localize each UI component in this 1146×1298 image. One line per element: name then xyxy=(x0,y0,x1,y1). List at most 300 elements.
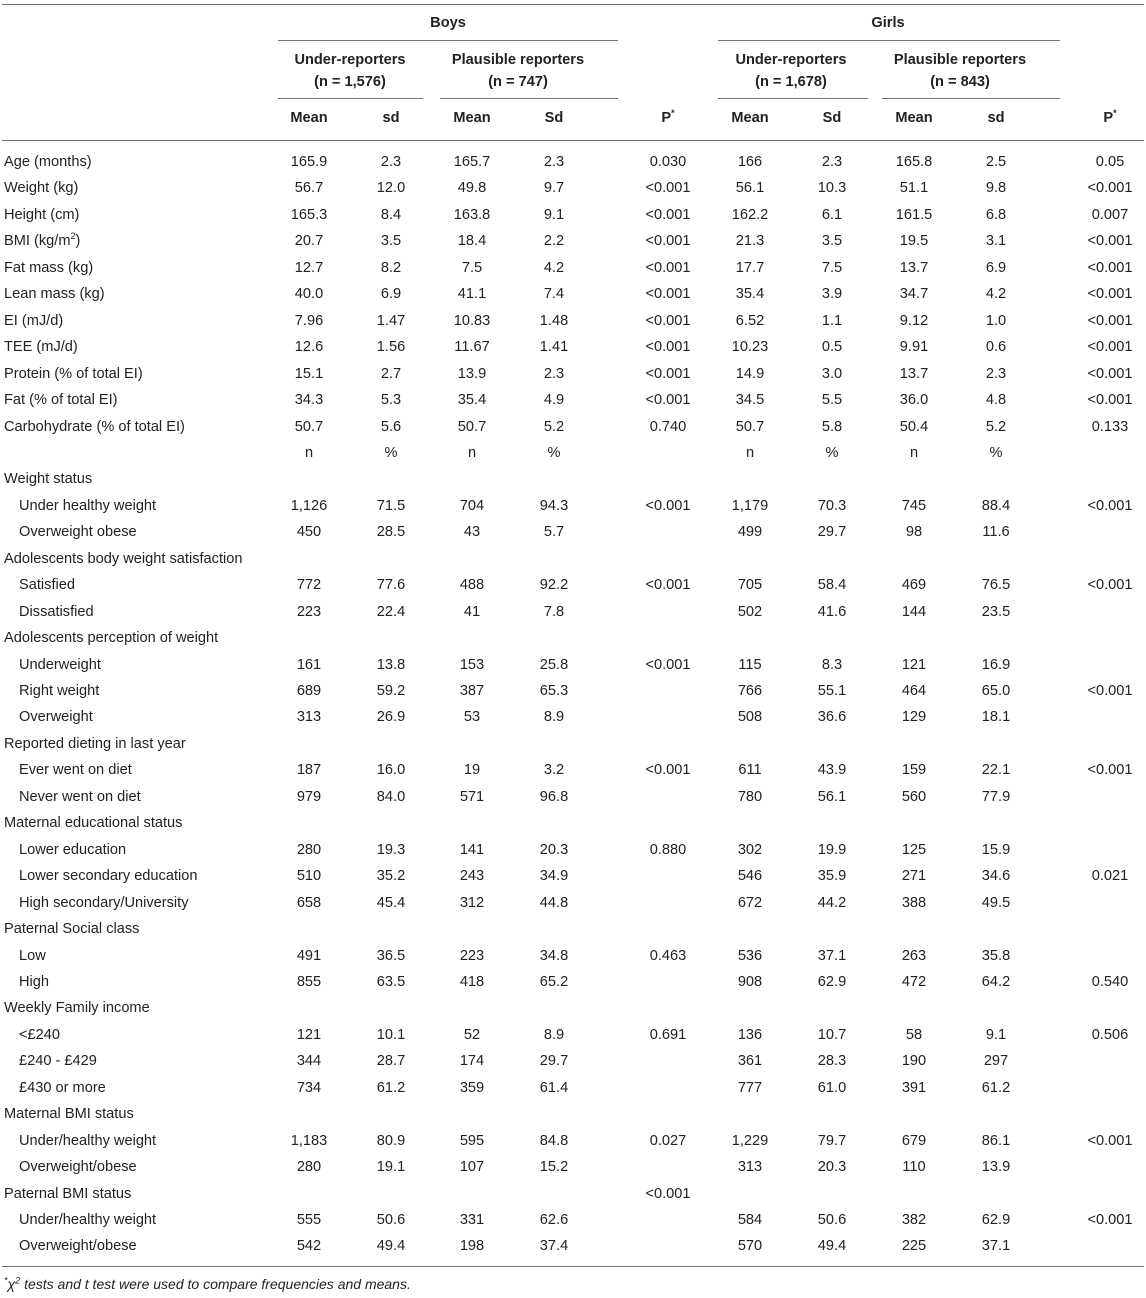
table-cell: 63.5 xyxy=(376,973,406,990)
table-cell: 28.7 xyxy=(376,1053,406,1070)
table-cell xyxy=(1070,625,1146,651)
bottom-rule xyxy=(2,1266,1144,1267)
table-cell: 166 xyxy=(737,154,763,170)
table-cell xyxy=(792,810,872,836)
table-cell xyxy=(514,731,594,757)
table-cell: 584 xyxy=(737,1212,763,1228)
table-cell: 15.1 xyxy=(294,365,324,382)
table-cell: 4.8 xyxy=(985,392,1007,409)
table-cell: 0.6 xyxy=(985,339,1007,356)
table-cell xyxy=(1070,731,1146,757)
table-cell: 312 xyxy=(459,894,485,911)
table-cell: 10.23 xyxy=(731,339,769,356)
row-label: Right weight xyxy=(19,683,100,699)
group-n-boys-plausible: (n = 747) xyxy=(488,74,548,90)
table-cell: <0.001 xyxy=(645,312,691,329)
table-cell xyxy=(514,546,594,572)
table-cell: 772 xyxy=(296,577,322,594)
table-cell: <0.001 xyxy=(1087,1212,1133,1228)
table-cell: 0.540 xyxy=(1091,973,1129,990)
table-cell: 45.4 xyxy=(376,894,406,911)
table-cell: 162.2 xyxy=(731,206,769,223)
table-cell: 13.9 xyxy=(457,365,487,382)
table-cell: 11.6 xyxy=(982,524,1010,541)
table-cell xyxy=(956,1181,1036,1207)
table-cell: 64.2 xyxy=(981,973,1011,990)
table-cell: 855 xyxy=(296,973,322,990)
table-cell: 11.67 xyxy=(454,339,490,356)
row-label: Adolescents body weight satisfaction xyxy=(4,550,243,567)
table-cell xyxy=(628,599,708,625)
table-cell: <0.001 xyxy=(645,206,691,223)
table-cell xyxy=(628,731,708,757)
table-cell xyxy=(1070,440,1146,466)
table-cell xyxy=(1070,1048,1146,1074)
table-cell: 7.5 xyxy=(461,259,483,276)
table-cell: 141 xyxy=(459,841,485,858)
table-cell: 0.880 xyxy=(649,841,687,858)
table-cell: 121 xyxy=(296,1026,322,1043)
table-cell: 165.7 xyxy=(453,154,491,170)
table-cell: <0.001 xyxy=(645,762,691,779)
table-cell: 382 xyxy=(901,1212,927,1228)
table-cell: 9.1 xyxy=(985,1026,1007,1043)
table-cell xyxy=(1070,704,1146,730)
table-cell xyxy=(792,546,872,572)
table-cell: 21.3 xyxy=(735,233,765,250)
table-cell: 2.5 xyxy=(985,154,1007,170)
table-cell: 777 xyxy=(737,1079,763,1096)
table-cell: 165.8 xyxy=(895,154,933,170)
table-cell: 50.7 xyxy=(735,418,765,435)
table-cell xyxy=(269,1181,349,1207)
row-label: Carbohydrate (% of total EI) xyxy=(4,418,185,435)
table-cell: 418 xyxy=(459,973,485,990)
subcol-header-5: Mean xyxy=(731,110,769,126)
table-cell: 488 xyxy=(459,577,485,594)
table-cell: 2.7 xyxy=(380,365,402,382)
table-cell: 16.0 xyxy=(376,762,406,779)
table-cell: 313 xyxy=(296,709,322,726)
table-cell xyxy=(269,916,349,942)
table-cell: 10.7 xyxy=(817,1026,847,1043)
group-rule xyxy=(882,98,1060,99)
table-cell xyxy=(351,916,431,942)
table-cell: n xyxy=(909,444,919,461)
row-label: Adolescents perception of weight xyxy=(4,630,219,647)
table-cell xyxy=(1070,1154,1146,1180)
table-cell: 1.48 xyxy=(539,312,569,329)
table-cell xyxy=(628,546,708,572)
table-cell: 658 xyxy=(296,894,322,911)
table-cell xyxy=(628,704,708,730)
table-cell: 62.9 xyxy=(981,1212,1011,1228)
table-cell: 71.5 xyxy=(376,497,406,514)
table-cell xyxy=(874,995,954,1021)
table-cell: 8.3 xyxy=(821,656,843,673)
row-label: Ever went on diet xyxy=(19,762,132,779)
row-label: Paternal Social class xyxy=(4,921,140,938)
table-cell: <0.001 xyxy=(645,339,691,356)
table-cell: 450 xyxy=(296,524,322,541)
table-cell: 4.2 xyxy=(543,259,565,276)
table-cell xyxy=(956,995,1036,1021)
table-cell: 35.9 xyxy=(817,868,847,885)
table-cell: 50.7 xyxy=(457,418,487,435)
table-cell: 50.6 xyxy=(817,1212,847,1228)
row-label: High xyxy=(19,973,50,990)
table-cell: 34.9 xyxy=(539,868,569,885)
table-cell: 44.8 xyxy=(539,894,569,911)
row-label: Under/healthy weight xyxy=(19,1212,157,1228)
table-cell: <0.001 xyxy=(1087,392,1133,409)
table-cell: 34.6 xyxy=(981,868,1011,885)
table-cell xyxy=(710,1101,790,1127)
table-cell: 7.5 xyxy=(821,259,843,276)
table-cell: 464 xyxy=(901,683,927,699)
group-n-girls-under: (n = 1,678) xyxy=(755,74,827,90)
table-cell xyxy=(628,625,708,651)
table-cell: 35.2 xyxy=(376,868,406,885)
table-cell: 22.1 xyxy=(981,762,1011,779)
table-cell: 225 xyxy=(901,1238,927,1255)
table-cell: 136 xyxy=(737,1026,763,1043)
table-cell: 13.9 xyxy=(981,1159,1011,1176)
table-cell xyxy=(792,625,872,651)
table-cell: <0.001 xyxy=(1087,233,1133,250)
group-name-girls-under: Under-reporters xyxy=(735,52,847,68)
table-cell: 65.2 xyxy=(539,973,569,990)
row-label: Fat (% of total EI) xyxy=(4,392,118,409)
table-cell: 18.1 xyxy=(981,709,1011,726)
row-label: Overweight obese xyxy=(19,524,137,541)
table-cell: 86.1 xyxy=(981,1132,1011,1149)
row-label: Overweight xyxy=(19,709,93,726)
row-label: Under healthy weight xyxy=(19,497,157,514)
table-cell: 129 xyxy=(901,709,927,726)
table-cell: 1.47 xyxy=(376,312,406,329)
table-cell xyxy=(710,1181,790,1207)
table-cell xyxy=(269,731,349,757)
table-cell: % xyxy=(989,444,1003,461)
table-cell xyxy=(1070,1233,1146,1259)
table-cell: 2.3 xyxy=(380,154,402,170)
table-cell xyxy=(874,1181,954,1207)
table-cell: 14.9 xyxy=(735,365,765,382)
table-cell xyxy=(956,916,1036,942)
table-cell: 0.5 xyxy=(821,339,843,356)
table-cell xyxy=(1070,519,1146,545)
table-cell: 546 xyxy=(737,868,763,885)
table-cell xyxy=(628,466,708,492)
table-cell xyxy=(432,731,512,757)
table-cell xyxy=(628,995,708,1021)
table-cell: 20.7 xyxy=(294,233,324,250)
table-cell: 50.4 xyxy=(899,418,929,435)
table-cell xyxy=(514,1181,594,1207)
table-cell: 37.4 xyxy=(539,1238,569,1255)
table-cell: 243 xyxy=(459,868,485,885)
row-label: Weight (kg) xyxy=(4,180,79,197)
table-cell xyxy=(710,625,790,651)
group-rule xyxy=(278,98,423,99)
table-cell: 0.691 xyxy=(649,1026,687,1043)
table-cell xyxy=(628,1048,708,1074)
table-cell xyxy=(269,1101,349,1127)
table-cell: 15.9 xyxy=(981,841,1011,858)
table-cell xyxy=(628,1075,708,1101)
table-cell xyxy=(874,731,954,757)
table-cell: <0.001 xyxy=(645,259,691,276)
table-cell: 10.1 xyxy=(376,1026,406,1043)
table-cell: 9.12 xyxy=(899,312,929,329)
table-cell: 187 xyxy=(296,762,322,779)
table-cell: 5.2 xyxy=(543,418,565,435)
table-cell: 34.3 xyxy=(294,392,324,409)
table-cell xyxy=(1070,837,1146,863)
table-cell: 6.1 xyxy=(821,206,843,223)
table-cell xyxy=(956,731,1036,757)
table-cell: 908 xyxy=(737,973,763,990)
table-cell xyxy=(710,916,790,942)
table-cell xyxy=(1070,1101,1146,1127)
table-cell: 1,183 xyxy=(290,1132,328,1149)
table-cell: <0.001 xyxy=(645,286,691,303)
table-cell xyxy=(269,546,349,572)
table-cell: 34.7 xyxy=(899,286,929,303)
table-cell: n xyxy=(467,444,477,461)
table-cell: % xyxy=(384,444,398,461)
table-cell: 679 xyxy=(901,1132,927,1149)
group-rule xyxy=(440,98,618,99)
table-cell xyxy=(628,969,708,995)
table-cell: 19.9 xyxy=(817,841,847,858)
girls-rule xyxy=(718,40,1060,41)
row-label: Lower education xyxy=(19,841,127,858)
table-cell: 5.6 xyxy=(380,418,402,435)
table-cell: 26.9 xyxy=(376,709,406,726)
table-cell: 61.0 xyxy=(817,1079,847,1096)
table-cell: 23.5 xyxy=(981,603,1011,620)
table-cell xyxy=(710,546,790,572)
table-cell: 161 xyxy=(296,656,322,673)
table-cell: 7.4 xyxy=(543,286,565,303)
table-cell: 469 xyxy=(901,577,927,594)
table-cell xyxy=(956,546,1036,572)
table-cell: <0.001 xyxy=(645,365,691,382)
table-cell: 9.7 xyxy=(543,180,565,197)
table-cell: 0.740 xyxy=(649,418,687,435)
table-cell: 35.4 xyxy=(735,286,765,303)
table-cell: 52 xyxy=(463,1026,481,1043)
table-cell: 92.2 xyxy=(539,577,569,594)
table-cell xyxy=(514,916,594,942)
table-cell: 344 xyxy=(296,1053,322,1070)
table-cell: 51.1 xyxy=(899,180,929,197)
table-cell xyxy=(628,1233,708,1259)
table-cell: 313 xyxy=(737,1159,763,1176)
table-cell: 3.5 xyxy=(821,233,843,250)
table-cell xyxy=(710,731,790,757)
table-cell: 28.3 xyxy=(817,1053,847,1070)
table-cell: 56.7 xyxy=(294,180,324,197)
table-cell: 223 xyxy=(296,603,322,620)
table-cell xyxy=(514,466,594,492)
table-cell: 1.0 xyxy=(985,312,1007,329)
table-cell xyxy=(628,440,708,466)
table-cell: 96.8 xyxy=(539,788,569,805)
table-cell: 2.3 xyxy=(821,154,843,170)
table-cell xyxy=(956,625,1036,651)
table-cell: <0.001 xyxy=(1087,577,1133,594)
table-cell: 502 xyxy=(737,603,763,620)
table-cell: 49.4 xyxy=(817,1238,847,1255)
table-cell: 10.3 xyxy=(817,180,847,197)
table-cell: 65.3 xyxy=(539,683,569,699)
table-cell: 263 xyxy=(901,947,927,964)
table-cell: 22.4 xyxy=(376,603,406,620)
table-cell: 53 xyxy=(463,709,481,726)
table-cell xyxy=(628,1207,708,1233)
table-cell: <0.001 xyxy=(645,577,691,594)
top-rule xyxy=(2,4,1144,5)
table-cell: 1.1 xyxy=(821,312,843,329)
row-label: Lean mass (kg) xyxy=(4,286,105,303)
table-cell: 58 xyxy=(905,1026,923,1043)
table-cell xyxy=(1070,1181,1146,1207)
row-label: Height (cm) xyxy=(4,206,80,223)
boys-rule xyxy=(278,40,618,41)
table-cell: 19.3 xyxy=(376,841,406,858)
table-cell: 387 xyxy=(459,683,485,699)
table-cell: <0.001 xyxy=(1087,286,1133,303)
table-cell: 0.05 xyxy=(1095,154,1125,170)
table-cell: 223 xyxy=(459,947,485,964)
table-cell xyxy=(792,1181,872,1207)
table-cell xyxy=(792,1101,872,1127)
table-cell: 88.4 xyxy=(981,497,1011,514)
row-label: <£240 xyxy=(19,1026,60,1043)
row-label: Weekly Family income xyxy=(4,1000,150,1017)
table-cell: 3.2 xyxy=(543,762,565,779)
table-cell: 19 xyxy=(463,762,481,779)
table-cell: 3.5 xyxy=(380,233,402,250)
subcol-header-9: P* xyxy=(1103,108,1117,126)
boys-header: Boys xyxy=(430,15,466,31)
table-cell: 59.2 xyxy=(376,683,406,699)
table-cell: 125 xyxy=(901,841,927,858)
table-cell xyxy=(710,995,790,1021)
table-cell: <0.001 xyxy=(1087,497,1133,514)
table-cell: 58.4 xyxy=(817,577,847,594)
row-label: Lower secondary education xyxy=(19,868,198,885)
row-label: EI (mJ/d) xyxy=(4,312,64,329)
table-cell xyxy=(1070,1075,1146,1101)
table-cell: 6.8 xyxy=(985,206,1007,223)
table-cell: 49.5 xyxy=(981,894,1011,911)
table-cell: 4.2 xyxy=(985,286,1007,303)
table-cell: 44.2 xyxy=(817,894,847,911)
table-cell xyxy=(956,810,1036,836)
table-cell: 76.5 xyxy=(981,577,1011,594)
table-cell: 35.4 xyxy=(457,392,487,409)
subcol-header-3: Sd xyxy=(544,110,564,126)
table-cell: 121 xyxy=(901,656,927,673)
table-cell: <0.001 xyxy=(1087,259,1133,276)
table-cell: 271 xyxy=(901,868,927,885)
row-label: Age (months) xyxy=(4,154,92,170)
table-cell xyxy=(874,916,954,942)
table-cell xyxy=(956,1101,1036,1127)
table-cell xyxy=(1070,466,1146,492)
table-cell: 107 xyxy=(459,1159,485,1176)
group-name-girls-plausible: Plausible reporters xyxy=(893,52,1027,68)
table-cell: 56.1 xyxy=(735,180,765,197)
table-cell: 280 xyxy=(296,841,322,858)
table-cell: 766 xyxy=(737,683,763,699)
row-label: Underweight xyxy=(19,656,101,673)
subcol-header-7: Mean xyxy=(895,110,933,126)
table-cell: 5.2 xyxy=(985,418,1007,435)
table-cell: <0.001 xyxy=(645,656,691,673)
table-cell xyxy=(432,1101,512,1127)
table-cell xyxy=(432,625,512,651)
row-label: £240 - £429 xyxy=(19,1053,97,1070)
group-name-boys-plausible: Plausible reporters xyxy=(451,52,585,68)
table-cell xyxy=(514,810,594,836)
table-cell: 198 xyxy=(459,1238,485,1255)
table-cell: 1,229 xyxy=(731,1132,769,1149)
row-label: Low xyxy=(19,947,46,964)
table-cell: 77.6 xyxy=(376,577,406,594)
row-label: Satisfied xyxy=(19,577,75,594)
row-label: Overweight/obese xyxy=(19,1238,137,1255)
table-cell xyxy=(628,1101,708,1127)
row-label: High secondary/University xyxy=(19,894,189,911)
table-cell: 0.463 xyxy=(649,947,687,964)
table-cell: 611 xyxy=(738,762,762,779)
subcol-header-2: Mean xyxy=(453,110,491,126)
table-cell: 0.030 xyxy=(649,154,687,170)
table-cell xyxy=(1070,784,1146,810)
table-cell: 36.5 xyxy=(376,947,406,964)
table-cell xyxy=(269,625,349,651)
table-cell: 5.5 xyxy=(821,392,843,409)
table-cell: 3.9 xyxy=(821,286,843,303)
table-cell: 94.3 xyxy=(539,497,569,514)
table-cell: 49.4 xyxy=(376,1238,406,1255)
table-cell: 2.3 xyxy=(985,365,1007,382)
table-cell: 37.1 xyxy=(981,1238,1011,1255)
table-cell: 36.6 xyxy=(817,709,847,726)
table-cell: 3.0 xyxy=(821,365,843,382)
row-label: Maternal BMI status xyxy=(4,1106,134,1123)
table-cell: 16.9 xyxy=(981,656,1011,673)
table-cell: 190 xyxy=(901,1053,927,1070)
row-label: Maternal educational status xyxy=(4,815,183,832)
table-cell: <0.001 xyxy=(1087,312,1133,329)
table-cell: 84.8 xyxy=(539,1132,569,1149)
table-cell: 510 xyxy=(296,868,322,885)
table-cell: % xyxy=(547,444,561,461)
table-cell: <0.001 xyxy=(645,1185,691,1202)
table-cell xyxy=(432,916,512,942)
row-label: Protein (% of total EI) xyxy=(4,365,143,382)
table-cell: 10.83 xyxy=(453,312,491,329)
table-cell xyxy=(1070,546,1146,572)
table-cell: 19.5 xyxy=(899,233,929,250)
table-cell: <0.001 xyxy=(645,392,691,409)
